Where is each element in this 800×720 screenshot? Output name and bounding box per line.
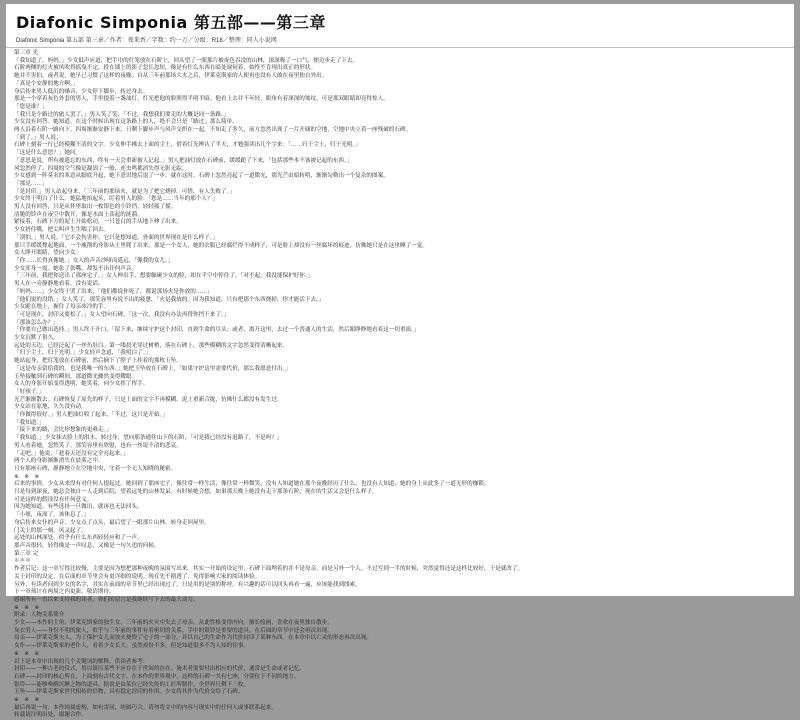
body-paragraph: 「我只是个路过的旅人罢了。」男人笑了笑，「不过，我想我们要走的大概是同一条路。」 xyxy=(14,111,230,118)
body-paragraph: 那是一个穿着灰色外套的男人，手里提着一盏油灯，灯光把他的脸照得半明半暗。他看上去并不年轻，眼角有着深深的皱纹，可是那双眼睛却亮得惊人。 xyxy=(14,96,389,103)
body-paragraph: 「接下来的路，会比你想象的更难走。」 xyxy=(14,427,112,434)
body-paragraph: 「走吧。」他说，「趁着天还没有完全亮起来。」 xyxy=(14,450,129,457)
body-paragraph: 最后再说一句：本作纯属虚构，如有雷同，纯属巧合。请勿将文中的内容与现实中的任何人或事联系起来。 xyxy=(14,704,277,711)
body-paragraph: 可是这样的假设没有任何意义。 xyxy=(14,496,93,503)
body-paragraph: 后来的事情，少女从来没有对任何人提起过。她回到了那座宅子，像往常一样生活，像往常一样微笑。没有人知道她在那个夜晚经历了什么，也没有人知道，她的身上从此多了一道无形的枷锁。 xyxy=(14,481,490,488)
body-paragraph: 「他们说的没错。」女人笑了，那笑容里有说不出的疲惫，「火是我放的。因为我知道，只有把那个东西烧掉，你才能活下去。」 xyxy=(14,296,325,303)
body-paragraph: ＊＊＊ xyxy=(14,558,31,565)
body-paragraph: 石阶两侧的灯火被风吹得摇曳不定，投在墙上的影子忽长忽短，像是有什么东西在暗处窥伺着，始终不肯现出真正的形状。 xyxy=(14,65,317,72)
body-paragraph: 另外，有读者问到少女的名字，其实在前面的章节里已经出现过了，只是用的是别的称呼。有兴趣的话可以回头再看一遍，应该能找到线索。 xyxy=(14,581,361,588)
body-paragraph: 风忽然停了。四周的空气像是凝固了一般，连虫鸣都消失得无影无踪。 xyxy=(14,165,188,172)
body-paragraph: 少女站在原地，久久没有动。 xyxy=(14,404,87,411)
document-body xyxy=(6,50,794,719)
body-paragraph: 「你要自己做出选择。」男人终于开口，「留下来，继续守护这个封印，直到生命的尽头；或者，离开这里，去过一个普通人的生活，然后眼睁睁地看着这一切重演。」 xyxy=(14,327,420,334)
document-page xyxy=(6,4,794,719)
page-title: Diafonic Simponia 第五部——第三章 xyxy=(16,13,326,32)
body-paragraph: 附录：人物关系简介 xyxy=(14,612,65,619)
body-paragraph: 男人没有回答，只是从怀里取出一枚银色的小铃铛，轻轻摇了摇。 xyxy=(14,204,177,211)
body-paragraph: 少女感到一阵莫名的寒意从脚底升起，她下意识地后退了一步。就在这时，石碑上忽然亮起了一道微光，那光芒由暗转明，渐渐勾勒出一个复杂的图案。 xyxy=(14,173,389,180)
body-paragraph: ※ ※ ※ xyxy=(14,473,40,480)
body-paragraph: 「三年前，我把你送出了那座宅子。」女人伸出手，想要触碰少女的脸，却在半空中停住了，「对不起，我没能保护好你。」 xyxy=(14,273,314,280)
body-paragraph: 那声音很轻，轻得像是一声叹息，又像是一句久违的问候。 xyxy=(14,543,160,549)
body-paragraph: 玉坠接触到石碑的瞬间，那道微光骤然变得耀眼。 xyxy=(14,373,138,380)
body-paragraph: 光芒渐渐散去。石碑恢复了原先的样子，只是上面的文字不再模糊。泥土重新合拢，仿佛什么都没有发生过。 xyxy=(14,396,283,403)
body-paragraph: 少女沉默了很久。 xyxy=(14,335,59,342)
body-paragraph: 女人的身影开始变得透明，她笑着，向少女挥了挥手。 xyxy=(14,381,149,388)
body-paragraph: 母亲——伊莱克斯夫人，为了保护女儿而放火烧毁了宅子的一部分，并以自己的生命作为代价封印了某种东西。在本章中以亡灵的形态再次出现。 xyxy=(14,635,373,642)
body-paragraph: 两个人的身影渐渐消失在晨雾之中。 xyxy=(14,458,104,465)
body-paragraph: 「可是现在，封印又要松了。」女人望向石碑，「这一次，我没有办法再替你挡下来了。」 xyxy=(14,311,230,318)
body-paragraph: 灰衣男人——身份不明的旅人，似乎与三年前的事件有着密切的关系。手中的银铃是重要的道具，在后面的章节中还会再次出现。 xyxy=(14,627,333,634)
header-divider xyxy=(6,47,794,48)
body-paragraph: 「妈妈……」少女终于哭了出来，「他们都说你死了，都说那场火是你放的……」 xyxy=(14,288,213,295)
body-paragraph: 「我知道。」 xyxy=(14,419,45,426)
body-paragraph: 第三章 完 xyxy=(14,550,39,557)
body-paragraph: 男人在一旁静静地看着，没有说话。 xyxy=(14,281,104,288)
body-paragraph: 她站起身，把灯笼放在石碑前，然后摘下了脖子上挂着的那枚玉坠。 xyxy=(14,358,182,365)
body-paragraph: 少女终于明白了什么。她猛地抬起头，盯着男人的脸：「您是……当年的那个人？」 xyxy=(14,196,219,203)
body-paragraph: 只有那座石碑，静静地立在空地中央，守着一个无人知晓的秘密。 xyxy=(14,465,177,472)
body-paragraph: 以下是本章中出现的几个关键词的解释，供读者参考： xyxy=(14,658,149,665)
body-paragraph: 感谢所有一直以来支持我的读者，你们的留言是我继续写下去的最大动力。 xyxy=(14,596,199,603)
body-paragraph: 「小姐，夜深了，该休息了。」 xyxy=(14,512,90,519)
body-paragraph: 「这是什么意思？」她问。 xyxy=(14,150,82,157)
body-paragraph: 少女跪在地上，握住了母亲冰冷的手。 xyxy=(14,304,110,311)
body-paragraph: 「这是母亲留给我的，也是我唯一的东西。」她把玉坠放在石碑上，「如果守护这里需要代价，那么我愿意付出。」 xyxy=(14,365,291,372)
body-paragraph: 男人看着她，忽然笑了。那笑容里有欣慰，也有一丝说不清的悲哀。 xyxy=(14,442,182,449)
body-paragraph: 「是封印。」男人站起身来，「三年前的那场火，就是为了把它烧掉。可惜，有人失败了。」 xyxy=(14,188,235,195)
body-paragraph: 只是每到深夜，她总会独自一人走到后院，望着远处的山林发呆。有时候她会想，如果那天晚上她没有走下那条石阶，现在的生活又会是什么样子。 xyxy=(14,489,378,496)
body-paragraph: 第三章 光 xyxy=(14,50,39,56)
body-paragraph: 女人睁开眼睛，望向少女。 xyxy=(14,250,82,257)
body-paragraph: 「您是谁？」 xyxy=(14,103,48,110)
body-paragraph: 「别怕。」男人说，「它不会伤害你。它只是想知道，外面的世界现在是什么样子。」 xyxy=(14,234,219,241)
body-paragraph: 「我知道了，妈妈。」少女低声应道，把手中的灯笼放在石阶上，回头望了一眼那片被夜色吞没的山林，深深吸了一口气，便迈步走了下去。 xyxy=(14,57,359,64)
body-paragraph: 「我知道。」少女抹去脸上的泪水，转过身，望向那条通往山下的石阶，「可是我已经没有退路了，不是吗？」 xyxy=(14,435,283,442)
body-paragraph: ※ ※ ※ xyxy=(14,697,40,704)
body-paragraph: 她并不害怕，或者说，她早已习惯了这样的夜晚。自从三年前那场大火之后，伊莱克斯家的人便再也没有人敢在夜里独自外出。 xyxy=(14,73,328,80)
body-paragraph: 下一章预计在两周之内更新，敬请期待。 xyxy=(14,589,115,596)
body-paragraph: 「那该怎么办？」 xyxy=(14,319,59,326)
body-paragraph: 那只手缓缓撑起地面，一个瘦削的身影从土里爬了出来。那是一个女人，她的衣服已经腐烂得不成样子，可是脸上却没有一丝腐坏的痕迹，仿佛她只是在这里睡了一觉。 xyxy=(14,242,428,249)
body-paragraph: 「归于尘土，归于光明。」少女轻声念道，「我明白了。」 xyxy=(14,350,152,357)
body-paragraph: 身后传来男人低沉的嗓音，少女停下脚步，转过身去。 xyxy=(14,88,149,95)
body-paragraph: 转载请注明出处，谢谢合作。 xyxy=(14,712,87,719)
body-paragraph: 「意思是说，所有被遗忘的东西，终有一天会重新被人记起。」男人把油灯放在石碑前，缓缓跪了下来，「包括那些本不该被记起的东西。」 xyxy=(14,157,353,164)
body-paragraph: 女仆——伊莱克斯家的老仆人，看着少女长大。虽然戏份不多，但是知道很多不为人知的往事。 xyxy=(14,643,249,650)
body-paragraph: 「好孩子。」 xyxy=(14,388,45,395)
body-paragraph: 清脆的铃声在夜空中散开，像是水面上荡起的涟漪。 xyxy=(14,211,143,218)
body-paragraph: 因为她知道，有些选择一旦做出，就再也无法回头。 xyxy=(14,504,143,511)
body-paragraph: 石碑上刻着一行已经模糊不清的文字。少女伸手拂去上面的尘土，借着灯光辨认了半天，才勉强读出几个字来：「……归于尘土，归于光明。」 xyxy=(14,142,361,149)
body-paragraph: 石碑——封印的核心所在，上面刻有古代文字。在本作的世界观中，这样的石碑一共有七座，分别位于不同的地方。 xyxy=(14,673,300,680)
body-paragraph: 身后传来女仆的声音。少女点了点头，最后望了一眼那片山林，转身走回屋里。 xyxy=(14,519,210,526)
body-paragraph: 作者后记：这一章写得比较慢，主要是因为想把那种夜晚的氛围写出来。其实一开始的设定里，石碑下面埋着的并不是母亲，而是另外一个人。不过写到一半的时候，突然觉得还是这样比较好，于是就改了。 xyxy=(14,566,524,573)
body-paragraph: 两人沿着石阶一路向下。四周渐渐安静下来，只剩下脚步声与风声交织在一起。不知走了多久，前方忽然出现了一片开阔的空地，空地中央立着一座残破的石碑。 xyxy=(14,127,412,134)
body-paragraph: 「真是个安静的地方啊。」 xyxy=(14,80,79,87)
body-paragraph: 封印——一种古老的仪式，用以镇压某些不应存在于世间的存在。施术者需要付出相应的代价，通常是生命或者记忆。 xyxy=(14,666,305,673)
body-paragraph: 「那是……」 xyxy=(14,180,48,187)
body-paragraph: 少女——本作的主角，伊莱克斯家的独生女。三年前的火灾中失去了母亲，从此性格变得内向。擅长绘画，喜欢在夜里独自散步。 xyxy=(14,620,333,627)
body-paragraph: 远处的山林深处，似乎有什么东西轻轻应和了一声。 xyxy=(14,535,143,542)
body-paragraph: 少女没有回答。她知道，在这个时候出现在这条路上的人，绝不会只是「路过」那么简单。 xyxy=(14,119,238,126)
body-paragraph: ※ ※ ※ xyxy=(14,604,40,611)
body-paragraph: 玉坠——伊莱克斯家世代相传的信物，具有稳定封印的作用。少女将其作为代价交给了石碑。 xyxy=(14,689,244,696)
body-paragraph: 「你……长得真像她。」女人的声音沙哑而遥远，「像我的女儿。」 xyxy=(14,257,174,264)
body-paragraph: ※ ※ ※ xyxy=(14,650,40,657)
document-header xyxy=(6,4,794,44)
page-subtitle: Diafonic Simponia 第五部 第三章／作者：夜来香／字数：约一万／分级：R18／整理：同人小说网 xyxy=(16,38,277,44)
body-paragraph: 少女浑身一震。她张了张嘴，却发不出任何声音。 xyxy=(14,265,138,272)
body-paragraph: 门关上的那一刻，风又起了。 xyxy=(14,527,87,534)
body-paragraph: 少女捂住嘴，把尖叫声生生咽了回去。 xyxy=(14,227,110,234)
body-paragraph: 关于封印的设定，在后面的章节里会有更详细的说明。现在先不剧透了，免得影响大家的阅读体验。 xyxy=(14,573,261,580)
body-paragraph: 银铃——能够唤醒沉睡之物的道具。据说是由某位已经失传的工匠所制作，全世界只剩下三枚。 xyxy=(14,681,249,688)
body-paragraph: 远处的天边，已经泛起了一丝鱼肚白。第一缕晨光穿过树梢，落在石碑上，那些模糊的文字忽然变得清晰起来。 xyxy=(14,342,289,349)
body-paragraph: 「你做得很好。」男人把油灯收了起来，「不过，这只是开始。」 xyxy=(14,412,168,419)
body-paragraph: 紧接着，石碑下方的泥土开始松动，一只苍白的手从地下伸了出来。 xyxy=(14,219,182,226)
body-paragraph: 「到了。」男人说。 xyxy=(14,134,62,141)
